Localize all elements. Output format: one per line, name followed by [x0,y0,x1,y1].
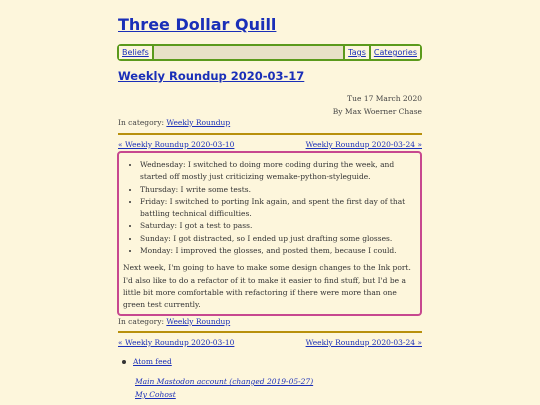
prev-post-link[interactable]: « Weekly Roundup 2020-03-10 [118,338,235,347]
post-category-top [118,118,422,127]
divider-rule [118,331,422,333]
next-post-link[interactable]: Weekly Roundup 2020-03-24 » [305,140,422,149]
atom-feed-link[interactable]: Atom feed [133,357,172,366]
nav-link-categories[interactable]: Categories [371,46,420,59]
category-link[interactable]: Weekly Roundup [166,118,231,127]
list-item: • Friday: I switched to porting Ink again, and spent the first day of that battling technical difficulties. [140,196,416,221]
category-prefix: In category: [118,118,164,127]
site-title-link[interactable]: Three Dollar Quill [118,15,277,34]
list-item: • Thursday: I write some tests. [140,184,416,196]
navbar [117,44,422,61]
next-post-link[interactable]: Weekly Roundup 2020-03-24 » [305,338,422,347]
list-item: • Saturday: I got a test to pass. [140,220,416,232]
list-item: • Monday: I improved the glosses, and posted them, because I could. [140,245,416,257]
cohost-link[interactable]: My Cohost [135,390,176,399]
nav-spacer [154,46,343,59]
post-nav-top [118,140,422,149]
category-link[interactable]: Weekly Roundup [166,317,231,326]
post-paragraph: Next week, I'm going to have to make some design changes to the Ink port. I'd also like to do a refactor of it to make it easier to find stuff, but I'd be a little bit more comfortable with refactoring if there were more than one green test currently. [123,263,411,310]
post-title-link[interactable]: Weekly Roundup 2020-03-17 [118,69,305,83]
post-date: Tue 17 March 2020 [347,94,422,103]
prev-post-link[interactable]: « Weekly Roundup 2020-03-10 [118,140,235,149]
list-item: • Wednesday: I switched to doing more coding during the week, and started off mostly just criticizing wemake-python-styleguide. [140,159,416,184]
post-list [123,159,416,257]
mastodon-link[interactable]: Main Mastodon account (changed 2019-05-27) [135,377,314,386]
post-author: By Max Woerner Chase [332,107,422,116]
nav-link-tags[interactable]: Tags [345,46,369,59]
list-item: • Sunday: I got distracted, so I ended up just drafting some glosses. [140,233,416,245]
feed-list [122,357,172,366]
category-prefix: In category: [118,317,164,326]
nav-link-beliefs[interactable]: Beliefs [119,46,152,59]
post-category-bottom [118,317,422,326]
post-nav-bottom [118,338,422,347]
bullet-icon [122,360,126,364]
post-body [117,151,422,316]
divider-rule [118,133,422,135]
